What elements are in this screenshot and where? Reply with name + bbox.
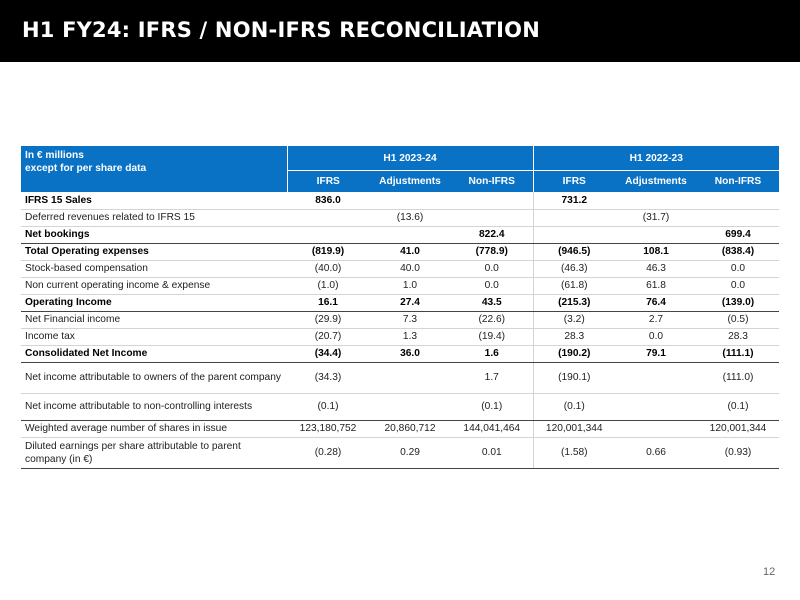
table-cell: (0.1): [451, 393, 533, 420]
table-row: [21, 328, 779, 345]
table-cell: (819.9): [287, 243, 369, 260]
unit-line-1: In € millions: [25, 150, 84, 161]
table-cell: 0.29: [369, 437, 451, 468]
table-cell: 0.0: [697, 260, 779, 277]
column-header: Adjustments: [615, 171, 697, 193]
table-cell: 1.3: [369, 328, 451, 345]
table-cell: 16.1: [287, 294, 369, 311]
table-cell: 2.7: [615, 311, 697, 328]
row-label: Diluted earnings per share attributable to parent company (in €): [21, 437, 287, 468]
table-cell: (111.1): [697, 345, 779, 362]
table-cell: 28.3: [697, 328, 779, 345]
table-cell: 20,860,712: [369, 420, 451, 437]
table-cell: 123,180,752: [287, 420, 369, 437]
slide-title: H1 FY24: IFRS / NON-IFRS RECONCILIATION: [22, 18, 540, 42]
table-cell: 144,041,464: [451, 420, 533, 437]
unit-header: [21, 146, 287, 192]
table-cell: 79.1: [615, 345, 697, 362]
table-cell: 28.3: [533, 328, 615, 345]
table-cell: [533, 226, 615, 243]
table-cell: (778.9): [451, 243, 533, 260]
table-cell: (0.5): [697, 311, 779, 328]
row-label: Net income attributable to non-controlling interests: [21, 393, 287, 420]
table-row: [21, 192, 779, 209]
column-header: Non-IFRS: [451, 171, 533, 193]
table-cell: (0.1): [533, 393, 615, 420]
column-header: IFRS: [287, 171, 369, 193]
table-cell: [369, 393, 451, 420]
unit-line-2: except for per share data: [25, 163, 147, 174]
table-cell: (19.4): [451, 328, 533, 345]
table-cell: [451, 192, 533, 209]
group-header-current: H1 2023-24: [287, 146, 533, 171]
row-label: Weighted average number of shares in issue: [21, 420, 287, 437]
table-cell: [615, 420, 697, 437]
title-bar: [0, 0, 800, 62]
row-label: Total Operating expenses: [21, 243, 287, 260]
table-cell: 46.3: [615, 260, 697, 277]
page-number: 12: [763, 566, 776, 578]
table-cell: [369, 362, 451, 393]
table-cell: (0.1): [287, 393, 369, 420]
table-cell: 1.7: [451, 362, 533, 393]
table-cell: (34.4): [287, 345, 369, 362]
table-row: [21, 277, 779, 294]
table-cell: [369, 192, 451, 209]
table-cell: 120,001,344: [533, 420, 615, 437]
table-cell: [615, 226, 697, 243]
column-header: Adjustments: [369, 171, 451, 193]
table-row: [21, 393, 779, 420]
table-row: [21, 226, 779, 243]
group-header-prior: H1 2022-23: [533, 146, 779, 171]
row-label: Income tax: [21, 328, 287, 345]
table-cell: 731.2: [533, 192, 615, 209]
table-cell: 61.8: [615, 277, 697, 294]
column-header: IFRS: [533, 171, 615, 193]
table-cell: (31.7): [615, 209, 697, 226]
table-cell: 1.6: [451, 345, 533, 362]
table-cell: (29.9): [287, 311, 369, 328]
table-cell: (20.7): [287, 328, 369, 345]
table-cell: 76.4: [615, 294, 697, 311]
table-row: [21, 420, 779, 437]
table-cell: 1.0: [369, 277, 451, 294]
table-cell: [697, 192, 779, 209]
table-cell: (0.28): [287, 437, 369, 468]
table-cell: 0.0: [451, 277, 533, 294]
table-cell: (139.0): [697, 294, 779, 311]
table-cell: 0.0: [451, 260, 533, 277]
table-row: [21, 260, 779, 277]
table-cell: (46.3): [533, 260, 615, 277]
table-cell: 108.1: [615, 243, 697, 260]
table-cell: 43.5: [451, 294, 533, 311]
table-cell: [615, 362, 697, 393]
table-cell: (190.2): [533, 345, 615, 362]
table-cell: 27.4: [369, 294, 451, 311]
table-row: [21, 362, 779, 393]
table-cell: (1.58): [533, 437, 615, 468]
row-label: Net bookings: [21, 226, 287, 243]
table-row: [21, 294, 779, 311]
table-cell: 36.0: [369, 345, 451, 362]
row-label: IFRS 15 Sales: [21, 192, 287, 209]
table-cell: [533, 209, 615, 226]
table-cell: (838.4): [697, 243, 779, 260]
table-cell: [287, 226, 369, 243]
row-label: Operating Income: [21, 294, 287, 311]
table-cell: (61.8): [533, 277, 615, 294]
table-row: [21, 345, 779, 362]
table-cell: (22.6): [451, 311, 533, 328]
row-label: Non current operating income & expense: [21, 277, 287, 294]
table-cell: [369, 226, 451, 243]
table-cell: 0.01: [451, 437, 533, 468]
table-cell: 822.4: [451, 226, 533, 243]
table-cell: [451, 209, 533, 226]
table-cell: (946.5): [533, 243, 615, 260]
table-cell: (40.0): [287, 260, 369, 277]
table-cell: (215.3): [533, 294, 615, 311]
table-row: [21, 209, 779, 226]
table-cell: 0.0: [615, 328, 697, 345]
table-cell: (0.93): [697, 437, 779, 468]
row-label: Deferred revenues related to IFRS 15: [21, 209, 287, 226]
row-label: Net Financial income: [21, 311, 287, 328]
table-cell: (13.6): [369, 209, 451, 226]
table-cell: 0.0: [697, 277, 779, 294]
table-cell: (3.2): [533, 311, 615, 328]
table-cell: (34.3): [287, 362, 369, 393]
table-cell: (0.1): [697, 393, 779, 420]
table-cell: (190.1): [533, 362, 615, 393]
table-row: [21, 311, 779, 328]
reconciliation-table: [21, 146, 779, 469]
table-cell: 120,001,344: [697, 420, 779, 437]
table-cell: (1.0): [287, 277, 369, 294]
row-label: Stock-based compensation: [21, 260, 287, 277]
table-cell: [287, 209, 369, 226]
table-cell: 0.66: [615, 437, 697, 468]
table-cell: [615, 393, 697, 420]
table-cell: 7.3: [369, 311, 451, 328]
row-label: Net income attributable to owners of the parent company: [21, 362, 287, 393]
table-cell: [697, 209, 779, 226]
table-row: [21, 437, 779, 468]
table-cell: 41.0: [369, 243, 451, 260]
table-row: [21, 243, 779, 260]
table-cell: (111.0): [697, 362, 779, 393]
table-cell: 699.4: [697, 226, 779, 243]
column-header: Non-IFRS: [697, 171, 779, 193]
table-cell: 40.0: [369, 260, 451, 277]
table-cell: [615, 192, 697, 209]
row-label: Consolidated Net Income: [21, 345, 287, 362]
table-cell: 836.0: [287, 192, 369, 209]
